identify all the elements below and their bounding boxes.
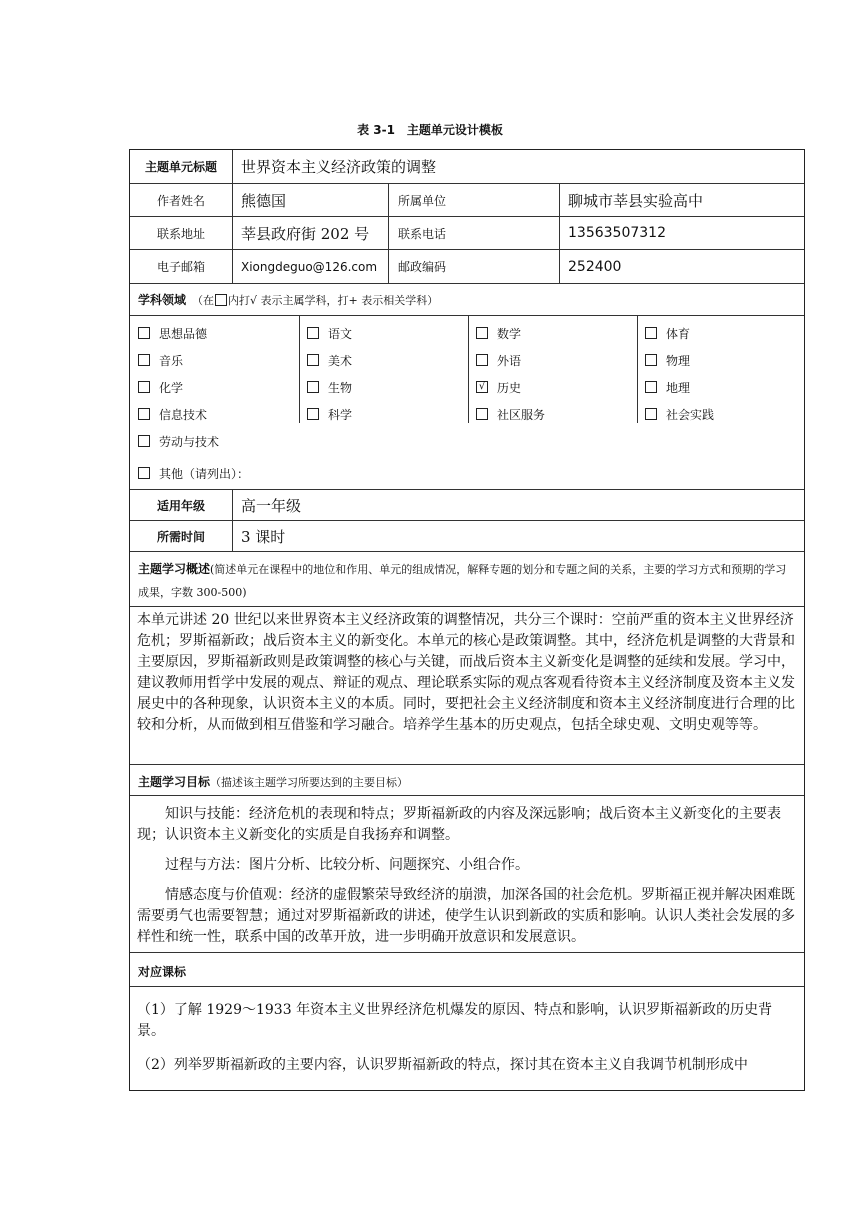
- title-label: 主题单元标题: [130, 150, 233, 183]
- subject-checkbox[interactable]: [645, 381, 657, 393]
- subject-checkbox[interactable]: [645, 408, 657, 420]
- overview-note: (简述单元在课程中的地位和作用、单元的组成情况，解释专题的划分和专题之间的关系，主要的学习方式和预期的学习成果，字数 300-500): [138, 563, 787, 599]
- subject-option[interactable]: [307, 325, 352, 341]
- design-template-table: [129, 149, 805, 1091]
- subject-label: 音乐: [159, 353, 184, 368]
- subject-label: 思想品德: [159, 326, 208, 341]
- subject-label: 历史: [497, 380, 522, 395]
- subject-checkbox[interactable]: [138, 435, 150, 447]
- subject-label: 体育: [666, 326, 691, 341]
- subject-option[interactable]: [138, 352, 183, 368]
- subject-checkbox[interactable]: √: [476, 381, 488, 393]
- table-caption: 表 3-1 主题单元设计模板: [357, 123, 503, 137]
- subject-label: 生物: [328, 380, 353, 395]
- subject-option[interactable]: [138, 379, 183, 395]
- author-value: 熊德国: [233, 184, 389, 216]
- subject-label: 社会实践: [666, 407, 715, 422]
- subject-option[interactable]: [645, 406, 714, 422]
- other-label: 其他（请列出）：: [159, 466, 250, 481]
- goal-emotion: 情感态度与价值观：经济的虚假繁荣导致经济的崩溃，加深各国的社会危机。罗斯福正视并解决困难既需要勇气也需要智慧；通过对罗斯福新政的讲述，使学生认识到新政的实质和影响。认识人类社会发展的多样性和统一性，联系中国的改革开放，进一步明确开放意识和发展意识。: [137, 887, 795, 945]
- checkbox-icon: [215, 294, 227, 306]
- subject-checkbox[interactable]: [307, 327, 319, 339]
- address-label: 联系地址: [130, 217, 233, 249]
- overview-heading-row: [130, 552, 804, 607]
- email-value: Xiongdeguo@126.com: [233, 250, 389, 283]
- grade-row: [130, 490, 804, 521]
- subject-option[interactable]: [307, 379, 352, 395]
- overview-body: 本单元讲述 20 世纪以来世界资本主义经济政策的调整情况，共分三个课时：空前严重的资本主义世界经济危机；罗斯福新政；战后资本主义的新变化。本单元的核心是政策调整。其中，经济危机是调整的大背景和主要原因，罗斯福新政则是政策调整的核心与关键，而战后资本主义新变化是调整的延续和发展。学习中，建议教师用哲学中发展的观点、辩证的观点、理论联系实际的观点客观看待资本主义经济制度及资本主义发展史中的各种现象，认识资本主义的本质。同时，要把社会主义经济制度和资本主义经济制度进行合理的比较和分析，从而做到相互借鉴和学习融合。培养学生基本的历史观点，包括全球史观、文明史观等等。: [137, 612, 795, 733]
- address-value: 莘县政府街 202 号: [233, 217, 389, 249]
- subject-checkbox[interactable]: [307, 381, 319, 393]
- subject-label: 数学: [497, 326, 522, 341]
- time-label: 所需时间: [130, 521, 233, 551]
- subject-option[interactable]: [138, 433, 219, 449]
- subject-option[interactable]: [138, 325, 207, 341]
- subject-label: 社区服务: [497, 407, 546, 422]
- subject-checkbox[interactable]: [476, 408, 488, 420]
- phone-value: 13563507312: [568, 225, 666, 241]
- subject-label: 科学: [328, 407, 353, 422]
- address-row: [130, 217, 804, 250]
- subject-label: 化学: [159, 380, 184, 395]
- subject-option[interactable]: [645, 325, 690, 341]
- unit-value: 聊城市莘县实验高中: [568, 191, 704, 210]
- standards-heading-row: [130, 953, 804, 987]
- subject-option[interactable]: [138, 406, 207, 422]
- subject-label: 信息技术: [159, 407, 208, 422]
- subject-option[interactable]: [476, 352, 521, 368]
- subject-option[interactable]: [307, 406, 352, 422]
- subject-label: 劳动与技术: [159, 434, 220, 449]
- subject-checkbox[interactable]: [645, 327, 657, 339]
- subject-heading-row: [130, 284, 804, 316]
- phone-label: 联系电话: [389, 217, 560, 249]
- goal-process: 过程与方法：图片分析、比较分析、问题探究、小组合作。: [165, 857, 529, 873]
- standard-item-2: （2）列举罗斯福新政的主要内容，认识罗斯福新政的特点，探讨其在资本主义自我调节机制形成中: [137, 1057, 748, 1073]
- goal-knowledge: 知识与技能：经济危机的表现和特点；罗斯福新政的内容及深远影响；战后资本主义新变化的主要表现；认识资本主义新变化的实质是自我扬弃和调整。: [137, 806, 781, 843]
- goals-note: （描述该主题学习所要达到的主要目标）: [210, 776, 409, 789]
- subject-checkbox[interactable]: [645, 354, 657, 366]
- subject-option[interactable]: [476, 325, 521, 341]
- subject-option[interactable]: [307, 352, 352, 368]
- subject-label: 地理: [666, 380, 691, 395]
- subject-checkbox[interactable]: [307, 354, 319, 366]
- subject-label: 语文: [328, 326, 353, 341]
- subject-option[interactable]: [476, 406, 545, 422]
- overview-heading: 主题学习概述: [138, 562, 211, 576]
- subject-label: 外语: [497, 353, 522, 368]
- subject-note-prefix: （在: [192, 293, 215, 307]
- standards-body-row: [130, 987, 804, 1091]
- subject-label: 物理: [666, 353, 691, 368]
- subject-label: 美术: [328, 353, 353, 368]
- subject-heading: 学科领域: [138, 293, 187, 307]
- subject-option[interactable]: [645, 379, 690, 395]
- author-label: 作者姓名: [130, 184, 233, 216]
- subject-checkbox[interactable]: [138, 408, 150, 420]
- unit-label: 所属单位: [389, 184, 560, 216]
- grade-value: 高一年级: [241, 496, 302, 515]
- subject-note-suffix: 内打√ 表示主属学科，打+ 表示相关学科）: [228, 293, 439, 307]
- title-row: [130, 150, 804, 184]
- subject-checkbox[interactable]: [476, 354, 488, 366]
- other-row: [130, 456, 804, 490]
- standard-item-1: （1）了解 1929～1933 年资本主义世界经济危机爆发的原因、特点和影响，认识罗斯福新政的历史背景。: [137, 1002, 773, 1039]
- subject-checkbox[interactable]: [138, 327, 150, 339]
- other-checkbox[interactable]: [138, 467, 150, 479]
- standards-heading: 对应课标: [138, 965, 187, 979]
- time-value: 3 课时: [241, 527, 286, 546]
- grade-label: 适用年级: [130, 490, 233, 520]
- subject-checkbox[interactable]: [138, 381, 150, 393]
- goals-heading-row: [130, 765, 804, 796]
- postcode-label: 邮政编码: [389, 250, 560, 283]
- subject-checkbox[interactable]: [476, 327, 488, 339]
- subject-option[interactable]: [476, 379, 521, 395]
- author-row: [130, 184, 804, 217]
- title-value: 世界资本主义经济政策的调整: [241, 158, 437, 176]
- email-label: 电子邮箱: [130, 250, 233, 283]
- time-row: [130, 521, 804, 552]
- postcode-value: 252400: [568, 258, 622, 275]
- goals-heading: 主题学习目标: [138, 775, 211, 789]
- email-row: [130, 250, 804, 284]
- subject-checkbox[interactable]: [307, 408, 319, 420]
- subject-grid: [130, 316, 804, 456]
- overview-body-row: [130, 607, 804, 765]
- subject-checkbox[interactable]: [138, 354, 150, 366]
- goals-body-row: [130, 796, 804, 953]
- subject-option[interactable]: [645, 352, 690, 368]
